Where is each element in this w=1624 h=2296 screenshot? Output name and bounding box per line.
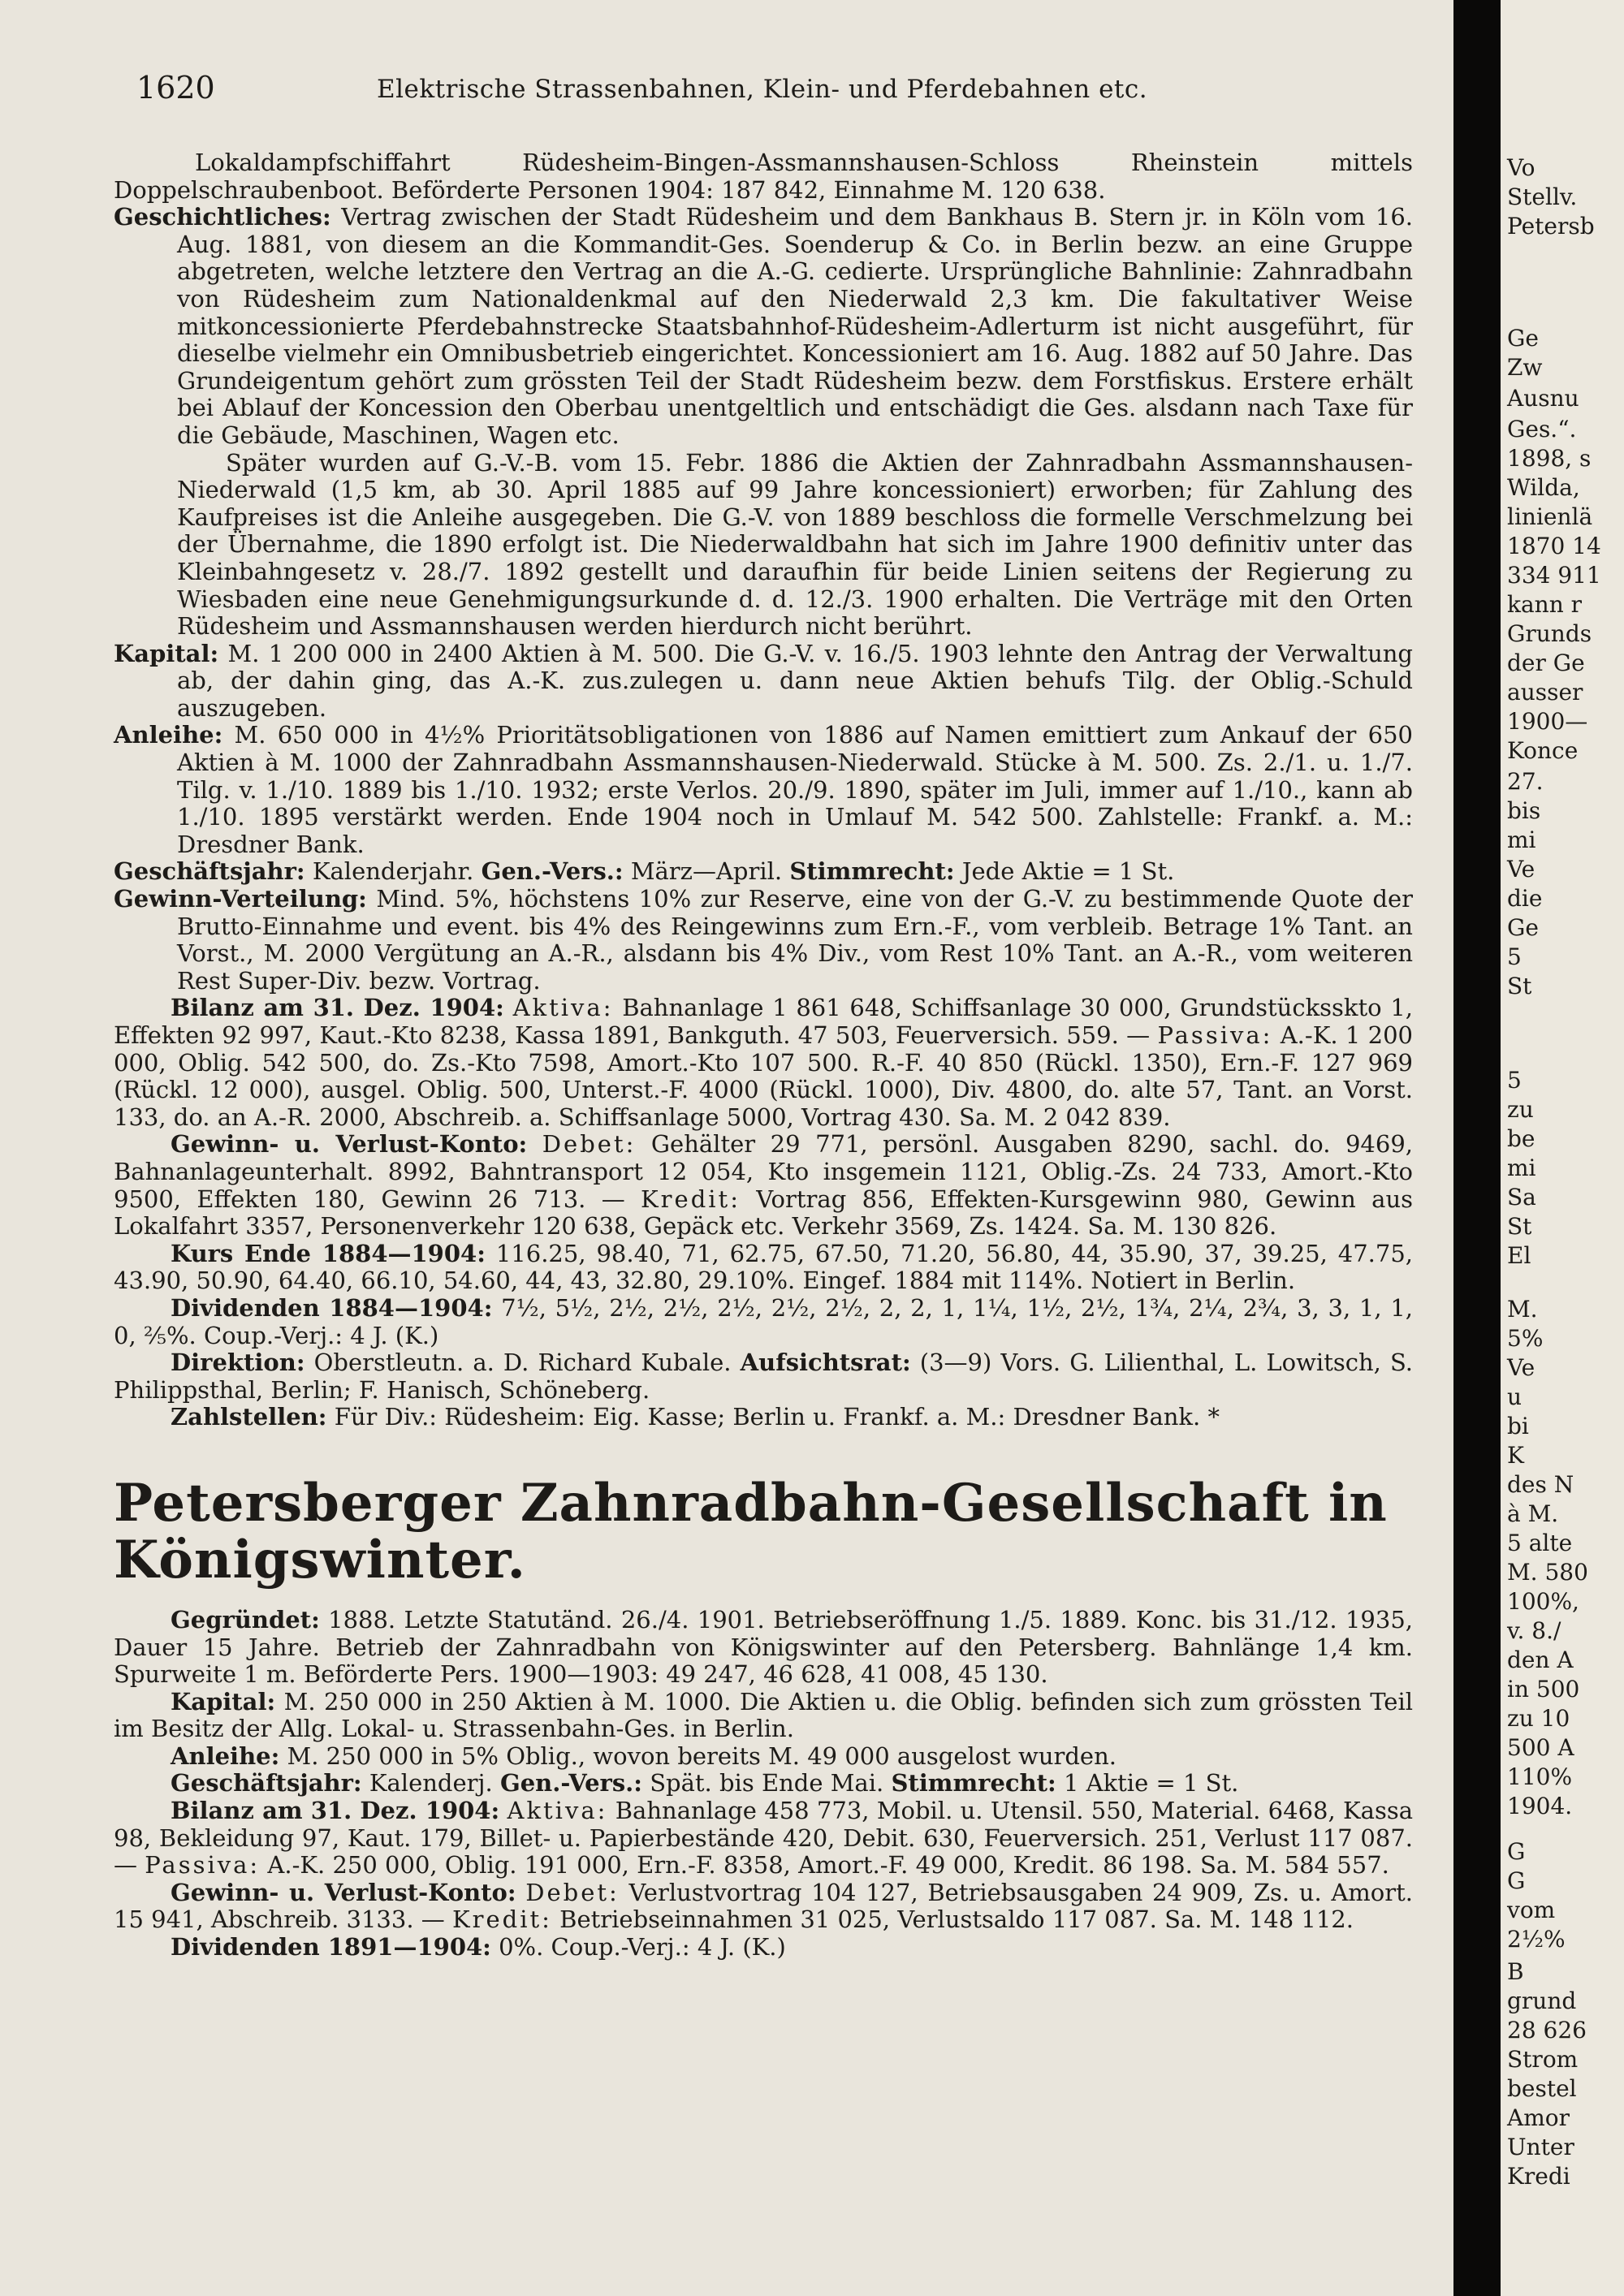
dividenden-label-2: Dividenden 1891—1904: [171, 1933, 491, 1962]
kurs-paragraph [114, 1241, 1413, 1295]
intro-paragraph [114, 149, 1413, 204]
aufsichtsrat-text: (3—9) Vors. G. Lilienthal, L. Lowitsch, S. Philippsthal, Berlin; F. Hanisch, Schöneberg. [114, 1349, 1414, 1404]
adjacent-page-fragment: El [1507, 1242, 1531, 1269]
kapital-paragraph [114, 641, 1413, 723]
adjacent-page-fragment: bi [1507, 1413, 1529, 1439]
kredit-label-2: Kredit: [451, 1905, 552, 1934]
adjacent-page-fragment: Grunds [1507, 620, 1592, 647]
aktiva-text-2: Bahnanlage 458 773, Mobil. u. Utensil. 550, Material. 6468, Kassa 98, Bekleidung 97, Kaut. 179, Billet- u. Papierbestände 420, Debit. 630, Feuerversich. 251, Verlust 117 087. — [114, 1797, 1414, 1880]
bilanz-label: Bilanz am 31. Dez. 1904: [171, 994, 504, 1022]
article-body [114, 149, 1413, 1962]
kredit-text: Vortrag 856, Effekten-Kursgewinn 980, Gewinn aus Lokalfahrt 3357, Personenverkehr 120 638, Gepäck etc. Verkehr 3569, Zs. 1424. Sa. M. 130 826. [114, 1185, 1414, 1241]
stimmrecht-text: Jede Aktie = 1 St. [961, 857, 1175, 886]
adjacent-page-fragment: 334 911 [1507, 562, 1601, 589]
gewinn-verteilung-label: Gewinn-Verteilung: [114, 885, 367, 913]
zahlstellen-label: Zahlstellen: [171, 1403, 327, 1431]
adjacent-page-fragment: Petersb [1507, 213, 1595, 240]
adjacent-page-fragment: B [1507, 1958, 1524, 1985]
stimmrecht-text-2: 1 Aktie = 1 St. [1063, 1769, 1239, 1798]
adjacent-page-fragment: grund [1507, 1987, 1577, 2014]
aufsichtsrat-label: Aufsichtsrat: [740, 1349, 911, 1377]
aktiva-label-2: Aktiva: [507, 1797, 608, 1825]
geschichtliches-text-2: Später wurden auf G.-V.-B. vom 15. Febr. 1886 die Aktien der Zahnradbahn Assmannshausen-Niederwald (1,5 km, ab 30. April 1885 auf 99 Jahre koncessioniert) erworben; für Zahlung des Kaufpreises ist die Anleihe ausgegeben. Die G.-V. von 1889 beschloss die formelle Verschmelzung bei der Übernahme, die 1890 erfolgt ist. Die Niederwaldbahn hat sich im Jahre 1900 definitiv unter das Kleinbahngesetz v. 28./7. 1892 gestellt und daraufhin für beide Linien seitens der Regierung zu Wiesbaden eine neue Genehmigungsurkunde d. d. 12./3. 1900 erhalten. Die Verträge mit den Orten Rüdesheim und Assmannshausen werden hierdurch nicht berührt. [177, 448, 1413, 641]
kapital-paragraph-2 [114, 1689, 1413, 1743]
adjacent-page-fragment: den A [1507, 1646, 1574, 1673]
adjacent-page-fragment: 100%, [1507, 1588, 1579, 1615]
geschaeftsjahr-label-2: Geschäftsjahr: [171, 1769, 362, 1798]
debet-text: Gehälter 29 771, persönl. Ausgaben 8290, sachl. do. 9469, Bahnanlageunterhalt. 8992, Bahntransport 12 054, Kto insgemein 1121, Oblig.-Zs. 24 733, Amort.-Kto 9500, Effekten 180, Gewinn 26 713. — [114, 1130, 1414, 1213]
adjacent-page-fragment: Unter [1507, 2134, 1574, 2160]
debet-label-2: Debet: [525, 1878, 620, 1906]
adjacent-page-fragment: 1898, s [1507, 445, 1592, 472]
adjacent-page-fragment: Vo [1507, 154, 1535, 181]
stimmrecht-label-2: Stimmrecht: [891, 1769, 1056, 1798]
adjacent-page-fragment: 5 [1507, 943, 1522, 970]
adjacent-page-fragment: 1904. [1507, 1793, 1573, 1819]
dividenden-text: 7½, 5½, 2½, 2½, 2½, 2½, 2½, 2, 2, 1, 1¼, 1½, 2½, 1¾, 2¼, 2¾, 3, 3, 1, 1, 0, ⅖%. Coup.-Verj.: 4 J. (K.) [114, 1293, 1413, 1349]
intro-text: Lokaldampfschiffahrt Rüdesheim-Bingen-Assmannshausen-Schloss Rheinstein mittels Doppelschraubenboot. Beförderte Personen 1904: 187 842, Einnahme M. 120 638. [114, 149, 1413, 204]
adjacent-page-fragment: die [1507, 885, 1543, 912]
adjacent-page-fragment: linienlä [1507, 503, 1593, 530]
kurs-label: Kurs Ende 1884—1904: [171, 1239, 486, 1267]
adjacent-page-fragment: Sa [1507, 1184, 1536, 1211]
adjacent-page-fragment: in 500 [1507, 1676, 1580, 1703]
gegruendet-label: Gegründet: [171, 1605, 320, 1634]
passiva-text: A.-K. 1 200 000, Oblig. 542 500, do. Zs.-Kto 7598, Amort.-Kto 107 500. R.-F. 40 850 (Rückl. 1350), Ern.-F. 127 969 (Rückl. 12 000), ausgel. Oblig. 500, Unterst.-F. 4000 (Rückl. 1000), Div. 4800, do. alte 57, Tant. an Vorst. 133, do. an A.-R. 2000, Abschreib. a. Schiffsanlage 5000, Vortrag 430. Sa. M. 2 042 839. [114, 1021, 1414, 1131]
bilanz-label-2: Bilanz am 31. Dez. 1904: [171, 1797, 500, 1825]
geschaeftsjahr-paragraph [114, 858, 1413, 886]
dividenden-paragraph [114, 1295, 1413, 1349]
adjacent-page-fragment: G [1507, 1867, 1526, 1894]
gegruendet-text: 1888. Letzte Statutänd. 26./4. 1901. Betriebseröffnung 1./5. 1889. Konc. bis 31./12. 1935, Dauer 15 Jahre. Betrieb der Zahnradbahn von Königswinter auf den Petersberg. Bahnlänge 1,4 km. Spurweite 1 m. Beförderte Pers. 1900—1903: 49 247, 46 628, 41 008, 45 130. [114, 1605, 1414, 1689]
anleihe-text-2: M. 250 000 in 5% Oblig., wovon bereits M. 49 000 ausgelost wurden. [287, 1741, 1116, 1770]
adjacent-page-fragment: Ve [1507, 1354, 1535, 1381]
guv-paragraph [114, 1131, 1413, 1240]
kapital-label-2: Kapital: [171, 1687, 276, 1716]
adjacent-page-fragment: Ausnu [1507, 385, 1579, 412]
gen-vers-text-2: Spät. bis Ende Mai. [650, 1769, 884, 1798]
page-number: 1620 [136, 70, 215, 106]
adjacent-page-fragment: 5% [1507, 1325, 1544, 1352]
adjacent-page-strip [1501, 0, 1624, 2296]
adjacent-page-fragment: vom [1507, 1897, 1556, 1923]
adjacent-page-fragment: Amor [1507, 2104, 1570, 2131]
adjacent-page-fragment: St [1507, 1213, 1532, 1240]
adjacent-page-fragment: 5 [1507, 1067, 1522, 1094]
gegruendet-paragraph [114, 1607, 1413, 1689]
passiva-text-2: A.-K. 250 000, Oblig. 191 000, Ern.-F. 8358, Amort.-F. 49 000, Kredit. 86 198. Sa. M. 584 557. [267, 1851, 1389, 1880]
direktion-label: Direktion: [171, 1349, 305, 1377]
adjacent-page-fragment: bestel [1507, 2075, 1577, 2102]
geschichtliches-label: Geschichtliches: [114, 203, 331, 231]
adjacent-page-fragment: zu 10 [1507, 1705, 1570, 1732]
adjacent-page-fragment: M. [1507, 1296, 1538, 1323]
adjacent-page-fragment: mi [1507, 1154, 1536, 1181]
bilanz-paragraph-2 [114, 1798, 1413, 1880]
adjacent-page-fragment: bis [1507, 797, 1541, 824]
geschaeftsjahr-text: Kalenderjahr. [312, 857, 474, 886]
adjacent-page-fragment: Kredi [1507, 2163, 1570, 2190]
adjacent-page-fragment: mi [1507, 826, 1536, 853]
passiva-label-2: Passiva: [145, 1851, 261, 1880]
passiva-label: Passiva: [1157, 1021, 1273, 1049]
running-title: Elektrische Strassenbahnen, Klein- und Pferdebahnen etc. [377, 75, 1148, 104]
adjacent-page-fragment: 2½% [1507, 1926, 1566, 1953]
adjacent-page-fragment: 1900— [1507, 708, 1588, 735]
adjacent-page-fragment: à M. [1507, 1500, 1559, 1527]
geschaeftsjahr-text-2: Kalenderj. [369, 1769, 493, 1798]
geschaeftsjahr-paragraph-2 [114, 1770, 1413, 1798]
guv-paragraph-2 [114, 1880, 1413, 1934]
geschaeftsjahr-label: Geschäftsjahr: [114, 857, 305, 886]
stimmrecht-label: Stimmrecht: [789, 857, 955, 886]
adjacent-page-fragment: 500 A [1507, 1734, 1574, 1761]
adjacent-page-fragment: ausser [1507, 679, 1583, 706]
kapital-text-2: M. 250 000 in 250 Aktien à M. 1000. Die Aktien u. die Oblig. befinden sich zum grössten Teil im Besitz der Allg. Lokal- u. Strassenbahn-Ges. in Berlin. [114, 1687, 1413, 1743]
adjacent-page-fragment: der Ge [1507, 650, 1585, 676]
gewinn-verteilung-paragraph [114, 886, 1413, 995]
aktiva-label: Aktiva: [512, 994, 614, 1022]
guv-label-2: Gewinn- u. Verlust-Konto: [171, 1878, 516, 1906]
bilanz-paragraph [114, 995, 1413, 1131]
adjacent-page-fragment: Konce [1507, 737, 1579, 764]
kapital-label: Kapital: [114, 639, 219, 667]
geschichtliches-paragraph-2 [114, 450, 1413, 641]
anleihe-paragraph [114, 722, 1413, 858]
adjacent-page-fragment: kann r [1507, 591, 1583, 618]
page-gutter-shadow [1453, 0, 1501, 2296]
gewinn-verteilung-text: Mind. 5%, höchstens 10% zur Reserve, eine von der G.-V. zu bestimmende Quote der Brutto-Einnahme und event. bis 4% des Reingewinns zum Ern.-F., vom verbleib. Betrage 1% Tant. an Vorst., M. 2000 Vergütung an A.-R., alsdann bis 4% Div., vom Rest 10% Tant. an A.-R., vom weiteren Rest Super-Div. bezw. Vortrag. [177, 885, 1413, 995]
kurs-text: 116.25, 98.40, 71, 62.75, 67.50, 71.20, 56.80, 44, 35.90, 37, 39.25, 47.75, 43.90, 50.90, 64.40, 66.10, 54.60, 44, 43, 32.80, 29.10%. Eingef. 1884 mit 114%. Notiert in Berlin. [114, 1239, 1414, 1295]
adjacent-page-fragment: 28 626 [1507, 2017, 1587, 2044]
adjacent-page-fragment: Ge [1507, 914, 1539, 941]
dividenden-paragraph-2 [114, 1934, 1413, 1962]
adjacent-page-fragment: St [1507, 973, 1532, 999]
adjacent-page-fragment: Ges.“. [1507, 416, 1577, 442]
anleihe-paragraph-2 [114, 1743, 1413, 1771]
aktiva-text: Bahnanlage 1 861 648, Schiffsanlage 30 000, Grundstücksskto 1, Effekten 92 997, Kaut.-Kto 8238, Kassa 1891, Bankguth. 47 503, Feuerversich. 559. — [114, 994, 1414, 1049]
adjacent-page-fragment: 110% [1507, 1763, 1573, 1790]
dividenden-label: Dividenden 1884—1904: [171, 1293, 493, 1322]
adjacent-page-fragment: u [1507, 1383, 1522, 1410]
adjacent-page-fragment: 1870 14 [1507, 533, 1601, 559]
gen-vers-label: Gen.-Vers.: [481, 857, 624, 886]
zahlstellen-text: Für Div.: Rüdesheim: Eig. Kasse; Berlin u. Frankf. a. M.: Dresdner Bank. * [334, 1403, 1220, 1431]
adjacent-page-fragment: M. 580 [1507, 1559, 1588, 1586]
debet-label: Debet: [542, 1130, 637, 1159]
adjacent-page-fragment: Ge [1507, 325, 1539, 352]
direktion-text: Oberstleutn. a. D. Richard Kubale. [313, 1349, 732, 1377]
gen-vers-text: März—April. [630, 857, 783, 886]
adjacent-page-fragment: Strom [1507, 2046, 1579, 2073]
geschichtliches-paragraph [114, 204, 1413, 449]
adjacent-page-fragment: Stellv. [1507, 183, 1578, 210]
adjacent-page-fragment: v. 8./ [1507, 1617, 1561, 1644]
adjacent-page-fragment: G [1507, 1838, 1526, 1865]
adjacent-page-fragment: Wilda, [1507, 474, 1580, 501]
anleihe-label-2: Anleihe: [171, 1741, 280, 1770]
section-title-petersberger: Petersberger Zahnradbahn-Gesellschaft in Königswinter. [114, 1472, 1388, 1590]
kredit-text-2: Betriebseinnahmen 31 025, Verlustsaldo 117 087. Sa. M. 148 112. [559, 1905, 1354, 1934]
dividenden-text-2: 0%. Coup.-Verj.: 4 J. (K.) [499, 1933, 786, 1962]
gen-vers-label-2: Gen.-Vers.: [499, 1769, 642, 1798]
direktion-paragraph [114, 1349, 1413, 1404]
adjacent-page-fragment: K [1507, 1442, 1524, 1469]
debet-text-2: Verlustvortrag 104 127, Betriebsausgaben 24 909, Zs. u. Amort. 15 941, Abschreib. 3133. — [114, 1878, 1414, 1934]
kapital-text: M. 1 200 000 in 2400 Aktien à M. 500. Die G.-V. v. 16./5. 1903 lehnte den Antrag der Verwaltung ab, der dahin ging, das A.-K. zus.zulegen u. dann neue Aktien behufs Tilg. der Oblig.-Schuld auszugeben. [177, 639, 1413, 722]
guv-label: Gewinn- u. Verlust-Konto: [171, 1130, 528, 1159]
kredit-label: Kredit: [641, 1185, 741, 1213]
anleihe-text: M. 650 000 in 4½% Prioritätsobligationen von 1886 auf Namen emittiert zum Ankauf der 650 Aktien à M. 1000 der Zahnradbahn Assmannshausen-Niederwald. Stücke à M. 500. Zs. 2./1. u. 1./7. Tilg. v. 1./10. 1889 bis 1./10. 1932; erste Verlos. 20./9. 1890, später im Juli, immer auf 1./10., kann ab 1./10. 1895 verstärkt werden. Ende 1904 noch in Umlauf M. 542 500. Zahlstelle: Frankf. a. M.: Dresdner Bank. [177, 721, 1414, 858]
anleihe-label: Anleihe: [114, 721, 223, 749]
adjacent-page-fragment: 5 alte [1507, 1530, 1573, 1556]
adjacent-page-fragment: Zw [1507, 354, 1543, 381]
adjacent-page-fragment: zu [1507, 1096, 1534, 1123]
adjacent-page-fragment: des N [1507, 1471, 1574, 1498]
geschichtliches-text: Vertrag zwischen der Stadt Rüdesheim und dem Bankhaus B. Stern jr. in Köln vom 16. Aug. 1881, von diesem an die Kommandit-Ges. Soenderup & Co. in Berlin bezw. an eine Gruppe abgetreten, welche letztere den Vertrag an die A.-G. cedierte. Ursprüngliche Bahnlinie: Zahnradbahn von Rüdesheim zum Nationaldenkmal auf den Niederwald 2,3 km. Die fakultativer Weise mitkoncessionierte Pferdebahnstrecke Staatsbahnhof-Rüdesheim-Adlerturm ist nicht ausgeführt, für dieselbe vielmehr ein Omnibusbetrieb eingerichtet. Koncessioniert am 16. Aug. 1882 auf 50 Jahre. Das Grundeigentum gehört zum grössten Teil der Stadt Rüdesheim bezw. dem Forstfiskus. Erstere erhält bei Ablauf der Koncession den Oberbau unentgeltlich und entschädigt die Ges. alsdann nach Taxe für die Gebäude, Maschinen, Wagen etc. [177, 203, 1413, 449]
adjacent-page-fragment: Ve [1507, 856, 1535, 883]
adjacent-page-fragment: 27. [1507, 768, 1544, 795]
zahlstellen-paragraph [114, 1404, 1413, 1431]
adjacent-page-fragment: be [1507, 1125, 1535, 1152]
page-header [136, 70, 1403, 119]
